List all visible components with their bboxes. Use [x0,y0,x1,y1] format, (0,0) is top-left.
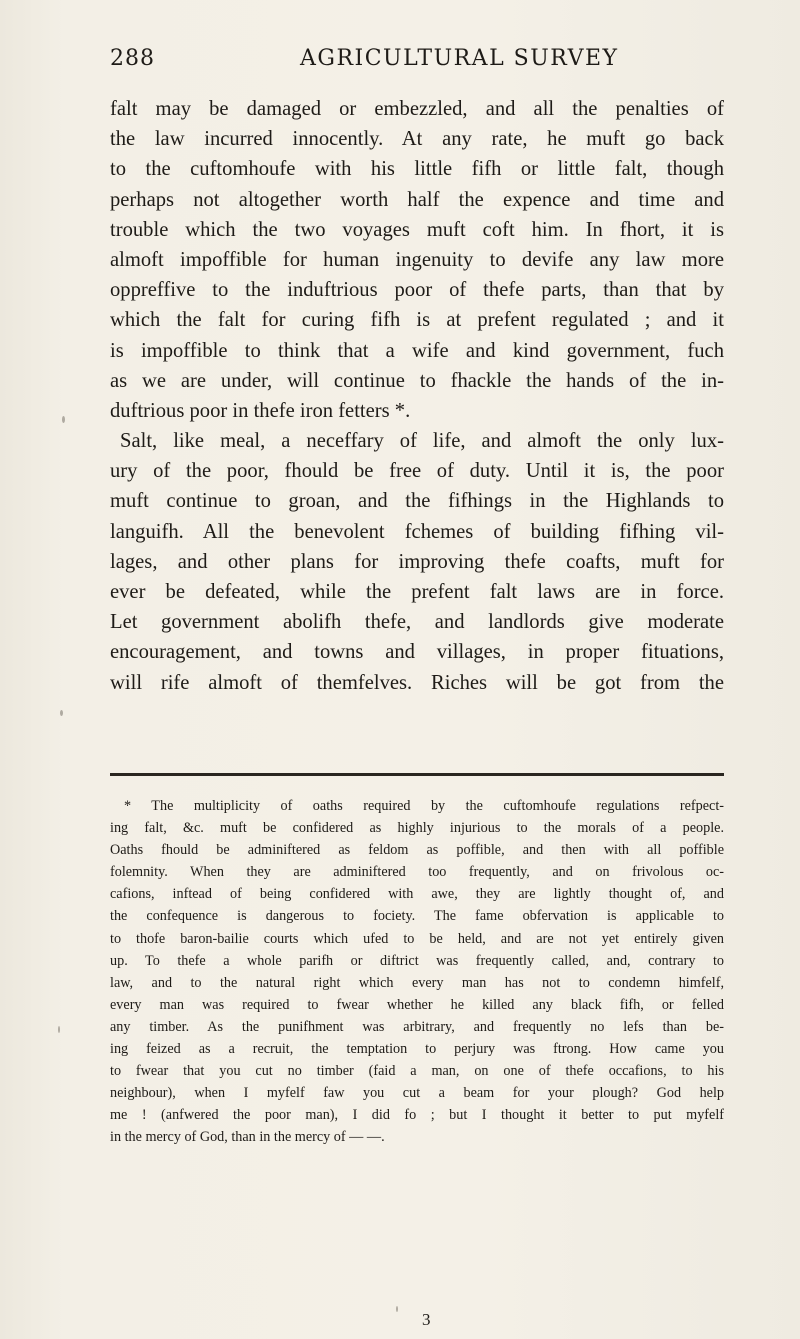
footnote-line: the confequence is dangerous to fociety. The fame obfervation is applicable to [110,908,724,925]
footnote-line: every man was required to fwear whether he killed any black fifh, or felled [110,996,724,1013]
body-line: almoft impoffible for human ingenuity to devife any law more [110,248,724,271]
footnote-line: neighbour), when I myfelf faw you cut a beam for your plough? God help [110,1085,724,1102]
body-line: trouble which the two voyages muft coft him. In fhort, it is [110,218,724,241]
footnote-line: * The multiplicity of oaths required by the cuftomhoufe regulations refpect- [124,798,724,814]
paper-speck [62,416,65,423]
footnote-line: Oaths fhould be adminiftered as feldom as poffible, and then with all poffible [110,842,724,859]
body-line: as we are under, will continue to fhackle the hands of the in- [110,369,724,392]
body-text [110,94,724,698]
body-line: will rife almoft of themfelves. Riches will be got from the [110,671,724,694]
body-line: duftrious poor in thefe iron fetters *. [110,399,411,422]
body-line: oppreffive to the induftrious poor of thefe parts, than that by [110,279,724,302]
body-line: to the cuftomhoufe with his little fifh or little falt, though [110,158,724,181]
footnote-line: up. To thefe a whole parifh or diftrict was frequently called, and, contrary to [110,952,724,969]
paper-speck [396,1306,398,1312]
footnote-line: ing falt, &c. muft be confidered as highly injurious to the morals of a people. [110,820,724,837]
body-line: perhaps not altogether worth half the expence and time and [110,188,724,211]
footnote-line: ing feized as a recruit, the temptation to perjury was ftrong. How came you [110,1041,724,1058]
signature-mark: 3 [422,1310,431,1329]
footnote-line: folemnity. When they are adminiftered too frequently, and on frivolous oc- [110,864,724,881]
body-line: Let government abolifh thefe, and landlords give moderate [110,611,724,634]
body-line: ever be defeated, while the prefent falt laws are in force. [110,581,724,603]
page-number: 288 [110,46,155,71]
body-line: encouragement, and towns and villages, in proper fituations, [110,641,724,664]
body-line: muft continue to groan, and the fifhings in the Highlands to [110,490,724,513]
footnote-line: to thofe baron-bailie courts which ufed to be held, and are not yet entirely given [110,930,724,947]
page-header [110,46,710,76]
body-line: is impoffible to think that a wife and kind government, fuch [110,339,724,362]
body-line: Salt, like meal, a neceffary of life, and almoft the only lux- [120,430,724,453]
footnote-divider [110,773,724,776]
body-line: which the falt for curing fifh is at prefent regulated ; and it [110,309,724,332]
running-head: AGRICULTURAL SURVEY [300,46,619,71]
body-line: the law incurred innocently. At any rate, he muft go back [110,128,724,151]
body-line: falt may be damaged or embezzled, and all the penalties of [110,98,724,120]
footnote-line: cafions, inftead of being confidered with awe, they are lightly thought of, and [110,886,724,903]
footnote [110,795,724,1149]
footnote-line: to fwear that you cut no timber (faid a man, on one of thefe occafions, to his [110,1063,724,1080]
body-line: lages, and other plans for improving thefe coafts, muft for [110,550,724,573]
body-line: ury of the poor, fhould be free of duty. Until it is, the poor [110,460,724,483]
footnote-line: law, and to the natural right which every man has not to condemn himfelf, [110,974,724,991]
footnote-line: me ! (anfwered the poor man), I did fo ; but I thought it better to put myfelf [110,1107,724,1124]
footnote-line: in the mercy of God, than in the mercy of — —. [110,1129,385,1146]
paper-speck [60,710,63,716]
footnote-line: any timber. As the punifhment was arbitrary, and frequently no lefs than be- [110,1018,724,1035]
paper-speck [58,1026,60,1033]
body-line: languifh. All the benevolent fchemes of building fifhing vil- [110,520,724,543]
